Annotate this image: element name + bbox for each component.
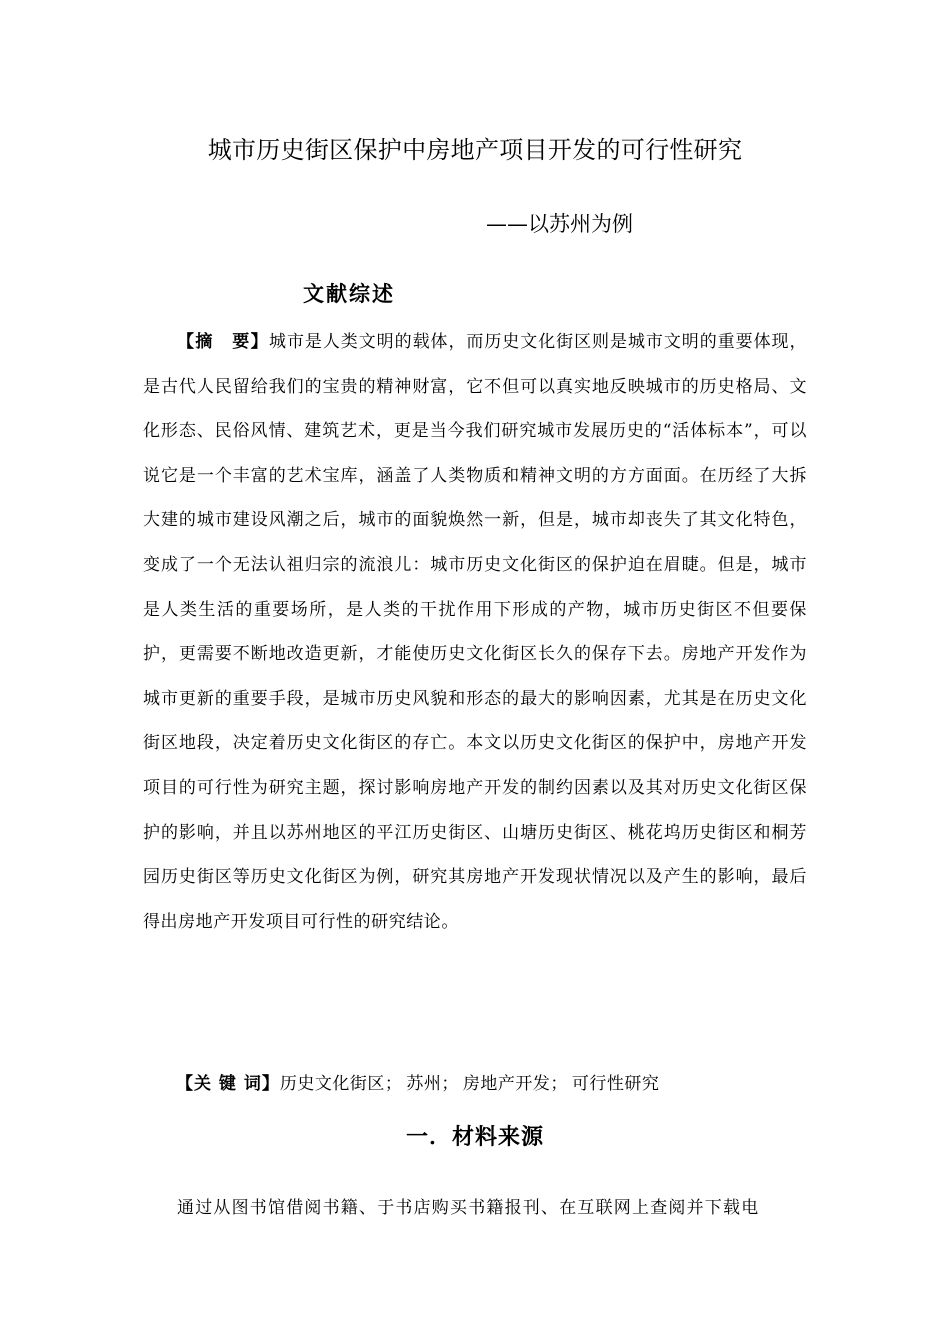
document-title: 城市历史街区保护中房地产项目开发的可行性研究 bbox=[207, 136, 743, 164]
document-subtitle: ——以苏州为例 bbox=[486, 212, 633, 236]
keyword-item: 苏州； bbox=[406, 1074, 459, 1094]
section-heading-materials: 一．材料来源 bbox=[405, 1125, 544, 1150]
section-body-paragraph: 通过从图书馆借阅书籍、于书店购买书籍报刊、在互联网上查阅并下载电 bbox=[177, 1198, 760, 1218]
abstract-text: 城市是人类文明的载体，而历史文化街区则是城市文明的重要体现，是古代人民留给我们的宝贵的精神财富，它不但可以真实地反映城市的历史格局、文化形态、民俗风情、建筑艺术，更是当今我们研究城市发展历史的“活体标本”，可以说它是一个丰富的艺术宝库，涵盖了人类物质和精神文明的方方面面。在历经了大拆大建的城市建设风潮之后，城市的面貌焕然一新，但是，城市却丧失了其文化特色，变成了一个无法认祖归宗的流浪儿：城市历史文化街区的保护迫在眉睫。但是，城市是人类生活的重要场所，是人类的干扰作用下形成的产物，城市历史街区不但要保护，更需要不断地改造更新，才能使历史文化街区长久的保存下去。房地产开发作为城市更新的重要手段，是城市历史风貌和形态的最大的影响因素，尤其是在历史文化街区地段，决定着历史文化街区的存亡。本文以历史文化街区的保护中，房地产开发项目的可行性为研究主题，探讨影响房地产开发的制约因素以及其对历史文化街区保护的影响，并且以苏州地区的平江历史街区、山塘历史街区、桃花坞历史街区和桐芳园历史街区等历史文化街区为例，研究其房地产开发现状情况以及产生的影响，最后得出房地产开发项目可行性的研究结论。 bbox=[143, 332, 808, 932]
keywords-label: 【关 键 词】 bbox=[176, 1074, 280, 1094]
keyword-item: 可行性研究 bbox=[571, 1074, 660, 1094]
keyword-item: 房地产开发； bbox=[462, 1074, 568, 1094]
abstract-paragraph bbox=[143, 320, 807, 944]
abstract-label: 【摘 要】 bbox=[177, 332, 269, 352]
literature-review-label: 文献综述 bbox=[303, 282, 395, 306]
keyword-item: 历史文化街区； bbox=[279, 1074, 403, 1094]
keywords-line bbox=[176, 1066, 663, 1102]
